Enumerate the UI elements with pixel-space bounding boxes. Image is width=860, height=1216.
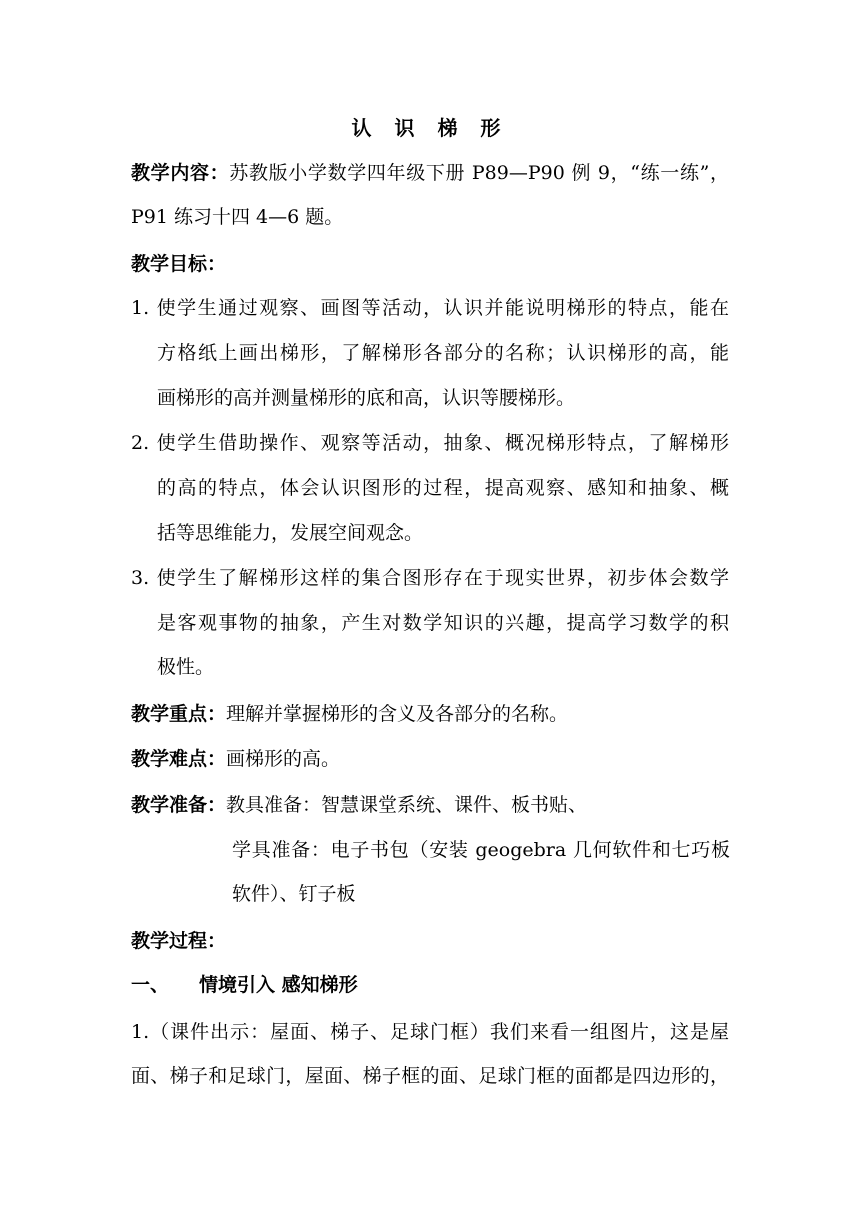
goal-2-text-1: 使学生借助操作、观察等活动，抽象、概况梯形特点，了解梯形 <box>155 432 729 454</box>
teaching-content-label: 教学内容： <box>131 162 230 184</box>
goal-3-line-3: 极性。 <box>157 656 215 678</box>
teaching-goals-label: 教学目标： <box>131 253 227 275</box>
teaching-content-line-2: P91 练习十四 4—6 题。 <box>131 206 344 228</box>
goal-1-line-2: 方格纸上画出梯形，了解梯形各部分的名称；认识梯形的高，能 <box>157 342 729 364</box>
goal-2-line-2: 的高的特点，体会认识图形的过程，提高观察、感知和抽象、概 <box>157 477 729 499</box>
goal-2-line-1 <box>131 430 729 456</box>
teaching-content-line-1 <box>131 160 729 186</box>
preparation-line-2: 学具准备：电子书包（安装 geogebra 几何软件和七巧板 <box>232 839 730 861</box>
preparation-text-1: 教具准备：智慧课堂系统、课件、板书贴、 <box>226 794 588 816</box>
section-1-number: 一、 <box>131 974 170 996</box>
difficulty-text: 画梯形的高。 <box>226 748 341 770</box>
document-title: 认 识 梯 形 <box>351 116 509 140</box>
key-point-label: 教学重点： <box>131 703 227 725</box>
goal-1-line-3: 画梯形的高并测量梯形的底和高，认识等腰梯形。 <box>157 387 576 409</box>
section-1-heading <box>131 972 358 998</box>
key-point-text: 理解并掌握梯形的含义及各部分的名称。 <box>226 703 569 725</box>
goal-3-text-1: 使学生了解梯形这样的集合图形存在于现实世界，初步体会数学 <box>155 567 729 589</box>
goal-1-line-1 <box>131 295 729 321</box>
goal-3-line-2: 是客观事物的抽象，产生对数学知识的兴趣，提高学习数学的积 <box>157 612 729 634</box>
preparation-line-3: 软件）、钉子板 <box>232 883 356 905</box>
teaching-content-text-1: 苏教版小学数学四年级下册 P89—P90 例 9，“练一练”， <box>229 162 729 184</box>
preparation-label: 教学准备： <box>131 794 227 816</box>
goal-1-text-1: 使学生通过观察、画图等活动，认识并能说明梯形的特点，能在 <box>155 297 729 319</box>
section-1-title: 情境引入 感知梯形 <box>199 974 358 996</box>
goal-2-number: 2. <box>131 432 150 454</box>
difficulty-label: 教学难点： <box>131 748 227 770</box>
key-point-line <box>131 701 568 727</box>
preparation-line-1 <box>131 792 587 818</box>
process-paragraph-1-line-2: 面、梯子和足球门，屋面、梯子框的面、足球门框的面都是四边形的， <box>131 1065 729 1087</box>
process-paragraph-1-line-1: 1.（课件出示：屋面、梯子、足球门框）我们来看一组图片，这是屋 <box>131 1021 729 1043</box>
goal-3-line-1 <box>131 565 729 591</box>
goal-3-number: 3. <box>131 567 150 589</box>
process-label: 教学过程： <box>131 930 227 952</box>
goal-2-line-3: 括等思维能力，发展空间观念。 <box>157 522 424 544</box>
difficulty-line <box>131 746 340 772</box>
goal-1-number: 1. <box>131 297 150 319</box>
